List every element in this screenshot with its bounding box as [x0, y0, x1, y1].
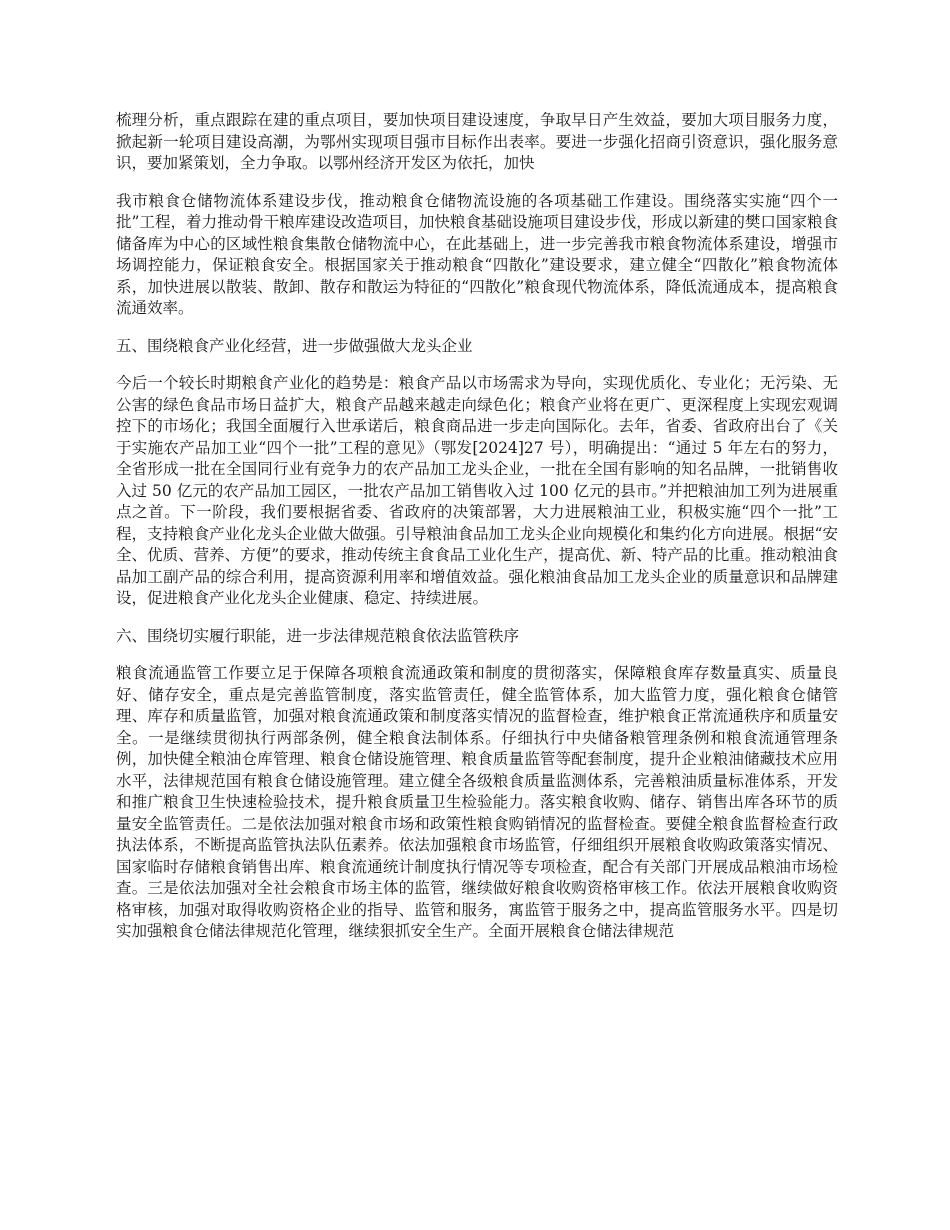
section-heading-five: 五、围绕粮食产业化经营，进一步做强做大龙头企业: [116, 336, 473, 355]
document-body: [116, 110, 838, 959]
paragraph-industrialization: 今后一个较长时期粮食产业化的趋势是：粮食产品以市场需求为导向，实现优质化、专业化；无污染、无公害的绿色食品市场日益扩大，粮食产品越来越走向绿色化；粮食产业将在更广、更深程度上实现宏观调控下的市场化；我国全面履行入世承诺后，粮食商品进一步走向国际化。去年，省委、省政府出台了《关于实施农产品加工业“四个一批”工程的意见》（鄂发[2024]27 号），明确提出：“通过 5 年左右的努力，全省形成一批在全国同行业有竞争力的农产品加工龙头企业，一批在全国有影响的知名品牌，一批销售收入过 50 亿元的农产品加工园区，一批农产品加工销售收入过 100 亿元的县市。”并把粮油加工列为进展重点之首。下一阶段，我们要根据省委、省政府的决策部署，大力进展粮油工业，积极实施“四个一批”工程，支持粮食产业化龙头企业做大做强。引导粮油食品加工龙头企业向规模化和集约化方向进展。根据“安全、优质、营养、方便”的要求，推动传统主食食品工业化生产，提高优、新、特产品的比重。推动粮油食品加工副产品的综合利用，提高资源利用率和增值效益。强化粮油食品加工龙头企业的质量意识和品牌建设，促进粮食产业化龙头企业健康、稳定、持续进展。: [116, 374, 838, 607]
section-heading-six: 六、围绕切实履行职能，进一步法律规范粮食依法监管秩序: [116, 626, 520, 645]
paragraph-project-analysis: 梳理分析，重点跟踪在建的重点项目，要加快项目建设速度，争取早日产生效益，要加大项目服务力度，掀起新一轮项目建设高潮，为鄂州实现项目强市目标作出表率。要进一步强化招商引资意识，强化服务意识，要加紧策划，全力争取。以鄂州经济开发区为依托，加快: [116, 111, 838, 172]
paragraph-supervision: 粮食流通监管工作要立足于保障各项粮食流通政策和制度的贯彻落实，保障粮食库存数量真实、质量良好、储存安全，重点是完善监管制度，落实监管责任，健全监管体系，加大监管力度，强化粮食仓储管理、库存和质量监管，加强对粮食流通政策和制度落实情况的监督检查，维护粮食正常流通秩序和质量安全。一是继续贯彻执行两部条例，健全粮食法制体系。仔细执行中央储备粮管理条例和粮食流通管理条例，加快健全粮油仓库管理、粮食仓储设施管理、粮食质量监管等配套制度，提升企业粮油储藏技术应用水平，法律规范国有粮食仓储设施管理。建立健全各级粮食质量监测体系，完善粮油质量标准体系，开发和推广粮食卫生快速检验技术，提升粮食质量卫生检验能力。落实粮食收购、储存、销售出库各环节的质量安全监管责任。二是依法加强对粮食市场和政策性粮食购销情况的监督检查。要健全粮食监督检查行政执法体系，不断提高监管执法队伍素养。依法加强粮食市场监管，仔细组织开展粮食收购政策落实情况、国家临时存储粮食销售出库、粮食流通统计制度执行情况等专项检查，配合有关部门开展成品粮油市场检查。三是依法加强对全社会粮食市场主体的监管，继续做好粮食收购资格审核工作。依法开展粮食收购资格审核，加强对取得收购资格企业的指导、监管和服务，寓监管于服务之中，提高监管服务水平。四是切实加强粮食仓储法律规范化管理，继续狠抓安全生产。全面开展粮食仓储法律规范: [116, 664, 838, 940]
paragraph-grain-logistics: 我市粮食仓储物流体系建设步伐，推动粮食仓储物流设施的各项基础工作建设。围绕落实实施“四个一批”工程，着力推动骨干粮库建设改造项目，加快粮食基础设施项目建设步伐，形成以新建的樊口国家粮食储备库为中心的区域性粮食集散仓储物流中心，在此基础上，进一步完善我市粮食物流体系建设，增强市场调控能力，保证粮食安全。根据国家关于推动粮食“四散化”建设要求，建立健全“四散化”粮食物流体系，加快进展以散装、散卸、散存和散运为特征的“四散化”粮食现代物流体系，降低流通成本，提高粮食流通效率。: [116, 191, 838, 317]
